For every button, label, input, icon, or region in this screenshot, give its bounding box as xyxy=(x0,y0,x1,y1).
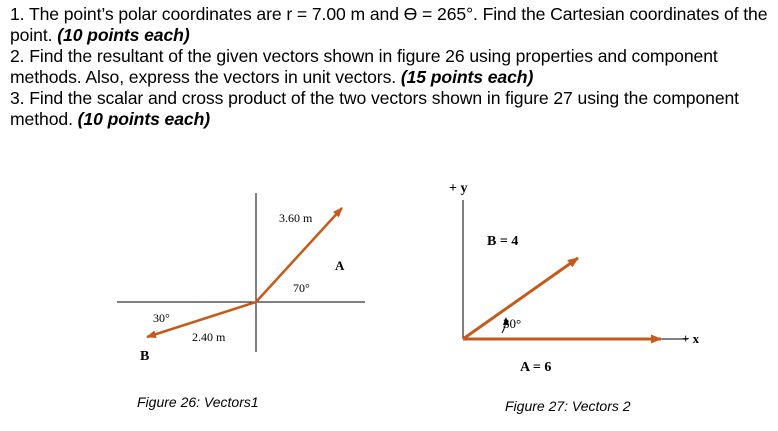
fig27-axis-y-label: + y xyxy=(449,181,468,196)
fig26-vector-a-magnitude: 3.60 m xyxy=(279,211,313,225)
question-2-text: 2. Find the resultant of the given vectors shown in figure 26 using properties and component methods. Also, express the vectors in unit vectors. xyxy=(10,46,718,87)
fig26-vector-b-angle: 30° xyxy=(153,311,170,325)
fig26-vector-a-label: A xyxy=(335,258,345,273)
question-1-points: (10 points each) xyxy=(57,25,190,45)
figure-27-caption: Figure 27: Vectors 2 xyxy=(505,398,631,414)
fig27-angle-label: 30° xyxy=(503,316,522,331)
fig26-vector-b-magnitude: 2.40 m xyxy=(192,330,226,344)
question-3-text: 3. Find the scalar and cross product of the two vectors shown in figure 27 using the component method. xyxy=(10,88,739,129)
fig26-vector-a-angle: 70° xyxy=(293,281,310,295)
fig26-vector-b-label: B xyxy=(140,349,150,364)
fig27-axis-x-label: + x xyxy=(682,331,700,346)
question-1-text: 1. The point’s polar coordinates are r = 7.00 m and ϴ = 265°. Find the Cartesian coordinates of the point. xyxy=(10,4,768,45)
fig27-vector-b-label: B = 4 xyxy=(487,234,519,249)
figure-26-caption: Figure 26: Vectors1 xyxy=(137,394,259,410)
question-2-points: (15 points each) xyxy=(400,67,534,87)
fig27-vector-a-label: A = 6 xyxy=(520,360,552,375)
question-3-points: (10 points each) xyxy=(77,109,211,129)
